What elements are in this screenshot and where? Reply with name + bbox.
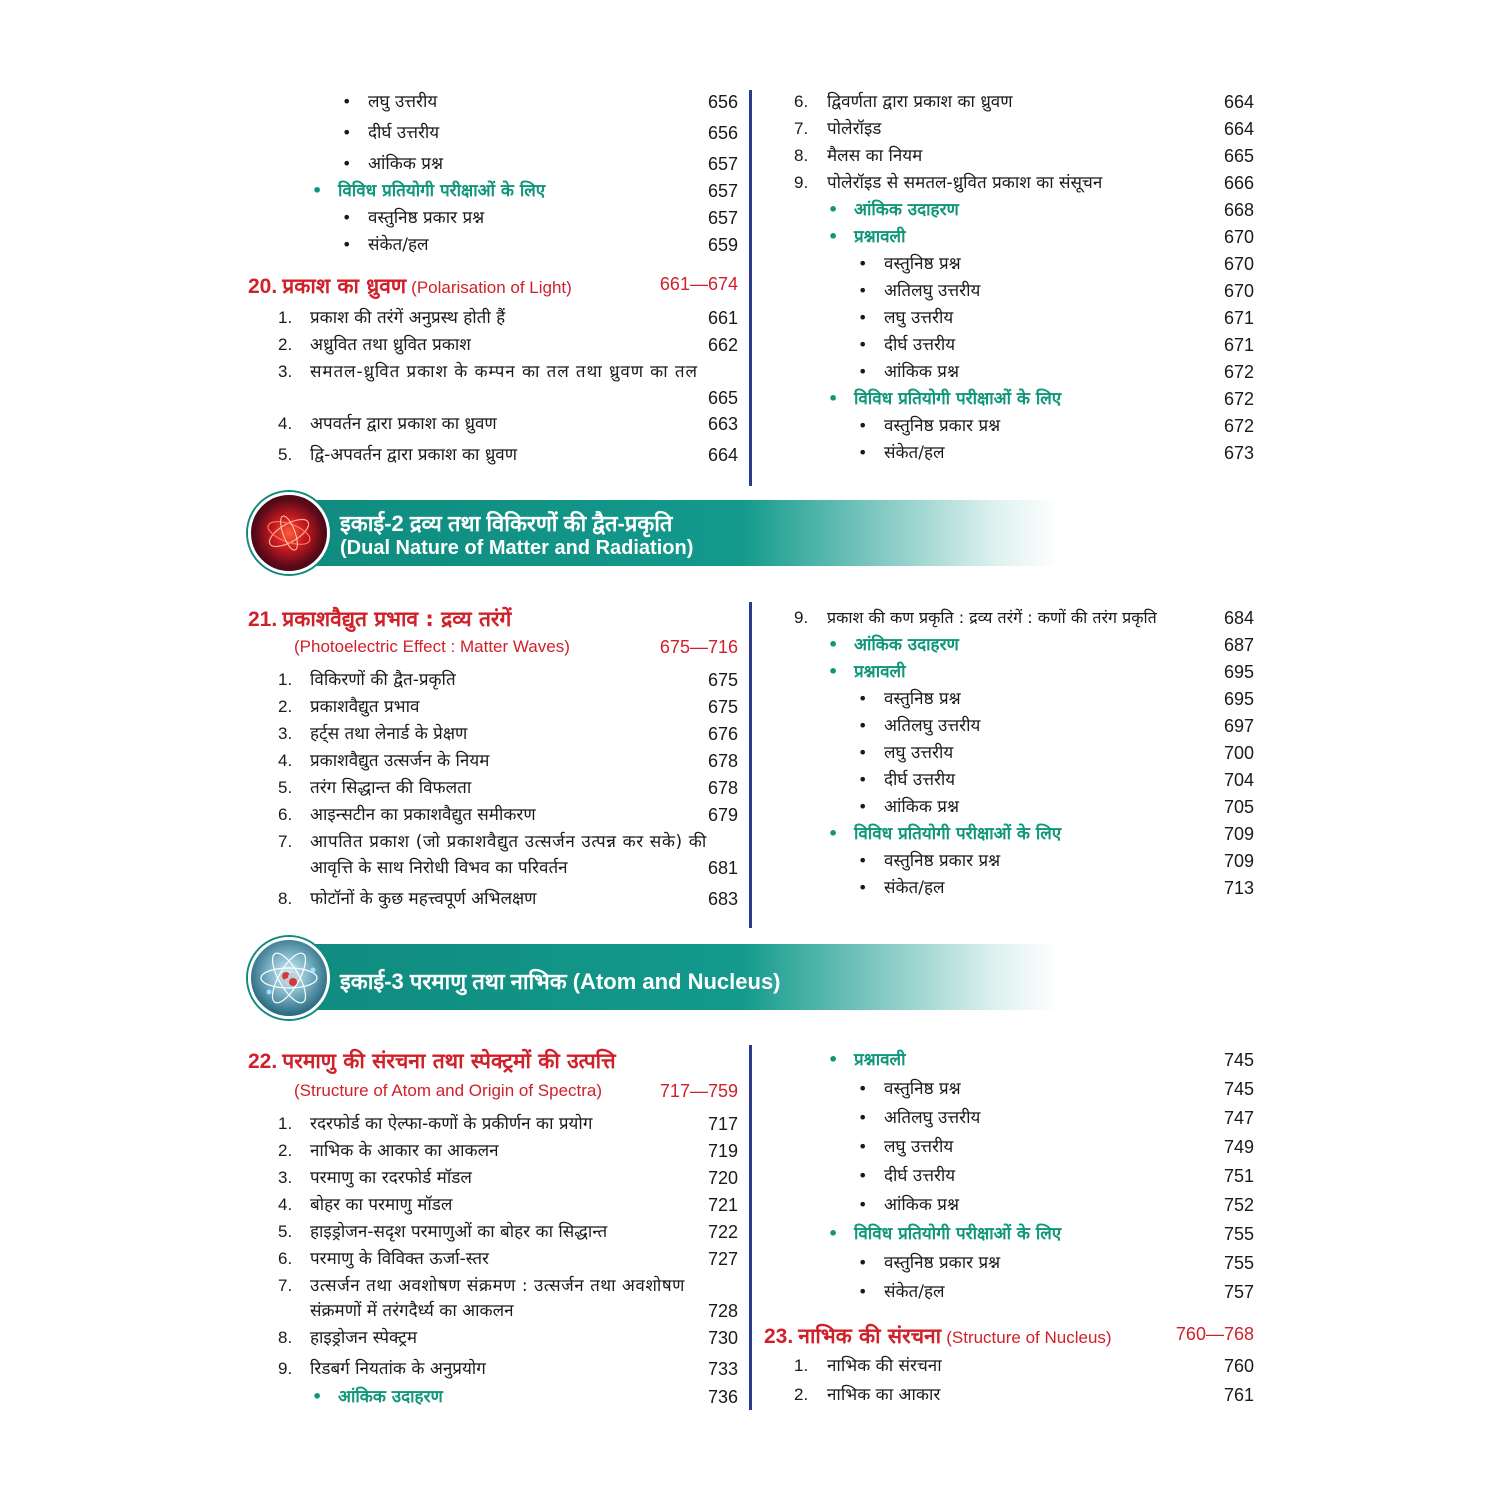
page-number: 736	[707, 1387, 738, 1407]
page-number: 722	[707, 1222, 738, 1242]
page-number: 657	[707, 181, 738, 201]
entry-number: 5.	[278, 1222, 293, 1241]
bullet: •	[858, 689, 868, 708]
page-number: 695	[1223, 662, 1254, 682]
bullet: •	[858, 443, 868, 462]
entry-label: संकेत/हल	[884, 1282, 945, 1302]
bullet: •	[858, 281, 868, 300]
page-number: 675	[707, 697, 738, 717]
entry-number: 9.	[278, 1359, 293, 1378]
page-number: 719	[707, 1141, 738, 1161]
chapter-page-range: 760—768	[1175, 1324, 1254, 1344]
bullet: •	[828, 824, 839, 843]
entry-label: वस्तुनिष्ठ प्रश्न	[884, 1079, 961, 1099]
entry-label: दीर्घ उत्तरीय	[884, 1166, 956, 1186]
chapter-english-title: (Photoelectric Effect : Matter Waves)	[294, 637, 570, 656]
entry-label: रिडबर्ग नियतांक के अनुप्रयोग	[310, 1359, 486, 1379]
page-number: 749	[1223, 1137, 1254, 1157]
page-number: 672	[1223, 362, 1254, 382]
entry-label: हाइड्रोजन स्पेक्ट्रम	[310, 1328, 417, 1348]
entry-label: प्रकाश की कण प्रकृति : द्रव्य तरंगें : कणों की तरंग प्रकृति	[827, 608, 1157, 627]
page-number: 721	[707, 1195, 738, 1215]
entry-label: आवृत्ति के साथ निरोधी विभव का परिवर्तन	[310, 858, 568, 878]
entry-label: द्विवर्णता द्वारा प्रकाश का ध्रुवण	[827, 92, 1013, 112]
entry-label: विविध प्रतियोगी परीक्षाओं के लिए	[854, 1224, 1062, 1244]
entry-label: संकेत/हल	[884, 878, 945, 898]
chapter-english-title: (Structure of Nucleus)	[946, 1328, 1112, 1347]
page-number: 664	[1223, 119, 1254, 139]
entry-number: 4.	[278, 414, 293, 433]
page-number: 683	[707, 889, 738, 909]
entry-label: दीर्घ उत्तरीय	[884, 770, 956, 790]
entry-label: दीर्घ उत्तरीय	[368, 123, 440, 143]
page-number: 659	[707, 235, 738, 255]
toc-bottom-right	[764, 0, 1254, 1420]
page-number: 676	[707, 724, 738, 744]
bullet: •	[828, 1224, 839, 1243]
page-number: 665	[707, 388, 738, 408]
entry-label: संकेत/हल	[884, 443, 945, 463]
entry-label: विकिरणों की द्वैत-प्रकृति	[310, 670, 456, 690]
unit-title: इकाई-3 परमाणु तथा नाभिक (Atom and Nucleus)	[340, 969, 781, 994]
chapter-number: 20.	[248, 275, 278, 298]
entry-label: द्वि-अपवर्तन द्वारा प्रकाश का ध्रुवण	[310, 445, 518, 465]
page-number: 668	[1223, 200, 1254, 220]
page-number: 656	[707, 123, 738, 143]
bullet: •	[858, 743, 868, 762]
entry-label: विविध प्रतियोगी परीक्षाओं के लिए	[854, 389, 1062, 409]
entry-number: 4.	[278, 1195, 293, 1214]
entry-label: रदरफोर्ड का ऐल्फा-कणों के प्रकीर्णन का प्रयोग	[310, 1114, 593, 1134]
bullet: •	[342, 235, 352, 254]
entry-label: आइन्सटीन का प्रकाशवैद्युत समीकरण	[310, 805, 536, 825]
entry-label: पोलेरॉइड	[827, 119, 882, 139]
entry-number: 5.	[278, 778, 293, 797]
chapter-english-title: (Polarisation of Light)	[411, 278, 572, 297]
entry-label: संक्रमणों में तरंगदैर्ध्य का आकलन	[310, 1301, 514, 1321]
bullet: •	[858, 851, 868, 870]
page-number: 755	[1223, 1224, 1254, 1244]
entry-label: नाभिक का आकार	[827, 1385, 941, 1405]
entry-number: 9.	[794, 173, 809, 192]
toc-bottom-left	[248, 0, 738, 1420]
entry-label: प्रश्नावली	[854, 227, 906, 247]
entry-number: 2.	[794, 1385, 809, 1404]
chapter-number: 22.	[248, 1050, 278, 1073]
page-number: 656	[707, 92, 738, 112]
entry-number: 9.	[794, 608, 809, 627]
page-number: 761	[1223, 1385, 1254, 1405]
page-number: 666	[1223, 173, 1254, 193]
page-number: 697	[1223, 716, 1254, 736]
bullet: •	[342, 154, 352, 173]
entry-number: 2.	[278, 335, 293, 354]
entry-number: 5.	[278, 445, 293, 464]
bullet: •	[342, 92, 352, 111]
entry-number: 4.	[278, 751, 293, 770]
bullet: •	[828, 200, 839, 219]
page-number: 672	[1223, 416, 1254, 436]
chapter-title: परमाणु की संरचना तथा स्पेक्ट्रमों की उत्पत्ति	[282, 1049, 616, 1073]
entry-label: पोलेरॉइड से समतल-ध्रुवित प्रकाश का संसूचन	[827, 173, 1103, 193]
entry-label: परमाणु के विविक्त ऊर्जा-स्तर	[310, 1249, 490, 1269]
entry-label: लघु उत्तरीय	[884, 308, 954, 328]
entry-label: वस्तुनिष्ठ प्रश्न	[884, 254, 961, 274]
entry-label: वस्तुनिष्ठ प्रकार प्रश्न	[884, 1253, 1001, 1273]
page-number: 704	[1223, 770, 1254, 790]
entry-label: प्रकाशवैद्युत प्रभाव	[310, 697, 420, 717]
entry-label: अपवर्तन द्वारा प्रकाश का ध्रुवण	[310, 414, 497, 434]
entry-label: उत्सर्जन तथा अवशोषण संक्रमण : उत्सर्जन तथा अवशोषण	[310, 1276, 685, 1296]
entry-number: 2.	[278, 1141, 293, 1160]
entry-label: विविध प्रतियोगी परीक्षाओं के लिए	[338, 181, 546, 201]
entry-label: मैलस का नियम	[827, 146, 923, 166]
entry-label: अतिलघु उत्तरीय	[884, 1108, 981, 1128]
page-number: 664	[1223, 92, 1254, 112]
page-number: 730	[707, 1328, 738, 1348]
entry-number: 6.	[278, 1249, 293, 1268]
page-number: 733	[707, 1359, 738, 1379]
page-number: 709	[1223, 851, 1254, 871]
bullet: •	[858, 770, 868, 789]
page-number: 728	[707, 1301, 738, 1321]
entry-label: लघु उत्तरीय	[368, 92, 438, 112]
entry-label: आंकिक प्रश्न	[884, 797, 959, 817]
page-number: 727	[707, 1249, 738, 1269]
bullet: •	[312, 1387, 323, 1406]
entry-label: आंकिक उदाहरण	[338, 1387, 443, 1407]
page-number: 675	[707, 670, 738, 690]
entry-number: 1.	[794, 1356, 809, 1375]
entry-number: 3.	[278, 1168, 293, 1187]
page-number: 664	[707, 445, 738, 465]
bullet: •	[858, 1137, 868, 1156]
entry-number: 1.	[278, 1114, 293, 1133]
entry-label: विविध प्रतियोगी परीक्षाओं के लिए	[854, 824, 1062, 844]
entry-label: लघु उत्तरीय	[884, 743, 954, 763]
entry-number: 3.	[278, 724, 293, 743]
bullet: •	[828, 662, 839, 681]
entry-label: प्रश्नावली	[854, 1050, 906, 1070]
entry-label: वस्तुनिष्ठ प्रश्न	[884, 689, 961, 709]
entry-label: लघु उत्तरीय	[884, 1137, 954, 1157]
page-number: 671	[1223, 308, 1254, 328]
chapter-page-range: 717—759	[659, 1081, 738, 1101]
chapter-heading[interactable]	[764, 1322, 1254, 1350]
page-number: 673	[1223, 443, 1254, 463]
bullet: •	[858, 797, 868, 816]
page-number: 747	[1223, 1108, 1254, 1128]
bullet: •	[828, 635, 839, 654]
bullet: •	[828, 1050, 839, 1069]
page-number: 755	[1223, 1253, 1254, 1273]
page-number: 678	[707, 751, 738, 771]
page-number: 657	[707, 208, 738, 228]
entry-label: हर्ट्स तथा लेनार्ड के प्रेक्षण	[310, 724, 468, 744]
entry-label: अतिलघु उत्तरीय	[884, 716, 981, 736]
bullet: •	[858, 1108, 868, 1127]
bullet: •	[828, 389, 839, 408]
entry-label: अतिलघु उत्तरीय	[884, 281, 981, 301]
entry-number: 7.	[278, 1276, 293, 1295]
bullet: •	[858, 1195, 868, 1214]
page-number: 687	[1223, 635, 1254, 655]
entry-number: 7.	[278, 832, 293, 851]
page-number: 670	[1223, 281, 1254, 301]
page-number: 695	[1223, 689, 1254, 709]
bullet: •	[858, 308, 868, 327]
bullet: •	[858, 362, 868, 381]
entry-label: नाभिक की संरचना	[827, 1356, 942, 1376]
page-number: 757	[1223, 1282, 1254, 1302]
bullet: •	[858, 1166, 868, 1185]
entry-label: हाइड्रोजन-सदृश परमाणुओं का बोहर का सिद्धान्त	[310, 1222, 608, 1242]
bullet: •	[342, 208, 352, 227]
bullet: •	[858, 878, 868, 897]
entry-label: आंकिक उदाहरण	[854, 635, 959, 655]
page-number: 681	[707, 858, 738, 878]
entry-label: प्रश्नावली	[854, 662, 906, 682]
bullet: •	[858, 416, 868, 435]
page-number: 662	[707, 335, 738, 355]
page-number: 700	[1223, 743, 1254, 763]
page-number: 745	[1223, 1079, 1254, 1099]
page-number: 713	[1223, 878, 1254, 898]
page-number: 751	[1223, 1166, 1254, 1186]
entry-label: प्रकाश की तरंगें अनुप्रस्थ होती हैं	[310, 308, 506, 328]
page-number: 661	[707, 308, 738, 328]
page-number: 670	[1223, 227, 1254, 247]
page-number: 672	[1223, 389, 1254, 409]
chapter-title: प्रकाश का ध्रुवण	[282, 274, 407, 298]
entry-label: संकेत/हल	[368, 235, 429, 255]
entry-number: 2.	[278, 697, 293, 716]
unit-title: इकाई-2 द्रव्य तथा विकिरणों की द्वैत-प्रकृति	[340, 511, 673, 536]
unit-subtitle: (Dual Nature of Matter and Radiation)	[340, 537, 694, 559]
entry-label: आंकिक प्रश्न	[884, 1195, 959, 1215]
chapter-title: प्रकाशवैद्युत प्रभाव : द्रव्य तरंगें	[282, 607, 512, 631]
page-number: 678	[707, 778, 738, 798]
page-number: 684	[1223, 608, 1254, 628]
entry-number: 1.	[278, 308, 293, 327]
bullet: •	[858, 1253, 868, 1272]
entry-label: वस्तुनिष्ठ प्रकार प्रश्न	[884, 416, 1001, 436]
page-number: 679	[707, 805, 738, 825]
bullet: •	[828, 227, 839, 246]
entry-number: 1.	[278, 670, 293, 689]
page-number: 665	[1223, 146, 1254, 166]
entry-label: वस्तुनिष्ठ प्रकार प्रश्न	[884, 851, 1001, 871]
page-number: 745	[1223, 1050, 1254, 1070]
entry-number: 8.	[794, 146, 809, 165]
page-number: 670	[1223, 254, 1254, 274]
bullet: •	[858, 716, 868, 735]
entry-number: 6.	[278, 805, 293, 824]
page-number: 752	[1223, 1195, 1254, 1215]
column-divider	[749, 90, 752, 486]
entry-label: अध्रुवित तथा ध्रुवित प्रकाश	[310, 335, 471, 355]
entry-label: आंकिक प्रश्न	[368, 154, 443, 174]
chapter-english-title: (Structure of Atom and Origin of Spectra)	[294, 1081, 603, 1100]
entry-label: आपतित प्रकाश (जो प्रकाशवैद्युत उत्सर्जन उत्पन्न कर सके) की	[310, 832, 707, 852]
chapter-number: 21.	[248, 608, 278, 631]
page-number: 705	[1223, 797, 1254, 817]
entry-number: 6.	[794, 92, 809, 111]
bullet: •	[858, 1079, 868, 1098]
entry-label: समतल-ध्रुवित प्रकाश के कम्पन का तल तथा ध्रुवण का तल	[310, 362, 698, 382]
page-number: 663	[707, 414, 738, 434]
bullet: •	[858, 254, 868, 273]
page-number: 717	[707, 1114, 738, 1134]
chapter-number: 23.	[764, 1325, 794, 1348]
bullet: •	[858, 335, 868, 354]
chapter-heading[interactable]	[248, 1047, 738, 1075]
entry-label: आंकिक प्रश्न	[884, 362, 959, 382]
entry-number: 8.	[278, 889, 293, 908]
page-number: 657	[707, 154, 738, 174]
page-number: 671	[1223, 335, 1254, 355]
entry-label: प्रकाशवैद्युत उत्सर्जन के नियम	[310, 751, 490, 771]
entry-label: आंकिक उदाहरण	[854, 200, 959, 220]
entry-label: परमाणु का रदरफोर्ड मॉडल	[310, 1168, 472, 1188]
entry-label: नाभिक के आकार का आकलन	[310, 1141, 499, 1161]
chapter-page-range: 661—674	[659, 274, 738, 294]
chapter-title: नाभिक की संरचना	[798, 1324, 942, 1348]
entry-number: 8.	[278, 1328, 293, 1347]
entry-label: दीर्घ उत्तरीय	[884, 335, 956, 355]
column-divider	[749, 602, 752, 928]
entry-label: फोटॉनों के कुछ महत्त्वपूर्ण अभिलक्षण	[310, 889, 537, 909]
page-number: 720	[707, 1168, 738, 1188]
bullet: •	[312, 181, 323, 200]
page-number: 709	[1223, 824, 1254, 844]
bullet: •	[858, 1282, 868, 1301]
entry-label: बोहर का परमाणु मॉडल	[310, 1195, 453, 1215]
chapter-page-range: 675—716	[659, 637, 738, 657]
bullet: •	[342, 123, 352, 142]
column-divider	[749, 1045, 752, 1410]
entry-label: वस्तुनिष्ठ प्रकार प्रश्न	[368, 208, 485, 228]
entry-number: 3.	[278, 362, 293, 381]
entry-label: तरंग सिद्धान्त की विफलता	[310, 778, 472, 798]
page-number: 760	[1223, 1356, 1254, 1376]
entry-number: 7.	[794, 119, 809, 138]
